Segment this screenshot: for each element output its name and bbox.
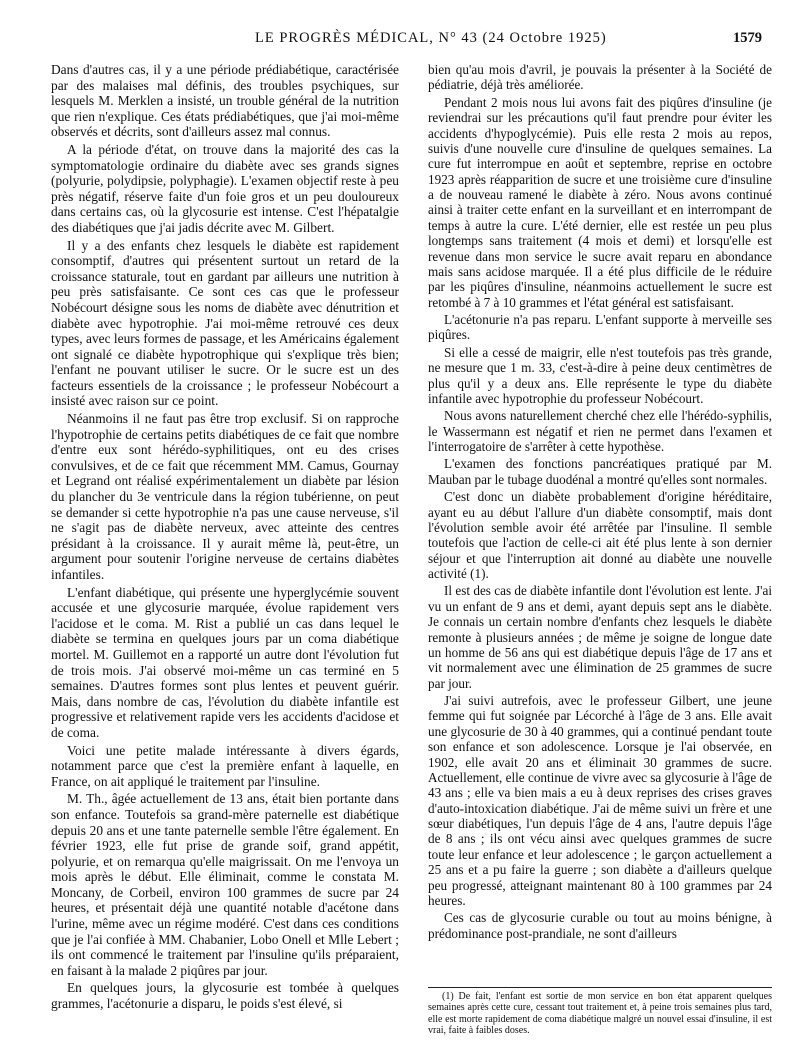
paragraph: Si elle a cessé de maigrir, elle n'est toutefois pas très grande, ne mesure que 1 m. 33, c'est-à-dire à peine deux centimètres de plus qu'il y a deux ans. Elle représente le type du diabète infantile avec hypotrophie du professeur Nobécourt.	[428, 344, 772, 406]
footnote-text: (1) De fait, l'enfant est sortie de mon service en bon état apparent quelques semaines après cette cure, cessant tout traitement et, à peine trois semaines plus tard, elle est morte rapidement de coma diabétique malgré un nouvel essai d'insuline, il est vrai, faite à faibles doses.	[428, 991, 772, 1037]
footnote	[428, 991, 772, 1037]
paragraph: J'ai suivi autrefois, avec le professeur Gilbert, une jeune femme qui fut soignée par Lécorché à l'âge de 3 ans. Elle avait une glycosurie de 30 à 40 grammes, qui a continué pendant toute son enfance et son adolescence. Lorsque je l'ai observée, en 1902, elle avait 20 ans et éliminait 30 grammes de sucre. Actuellement, elle continue de vivre avec sa glycosurie à l'âge de 43 ans ; elle va bien mais a eu à deux reprises des crises graves d'auto-intoxication diabétique. J'ai de même suivi un frère et une sœur diabétiques, l'un depuis l'âge de 4 ans, l'autre depuis l'âge de 8 ans ; ils ont vécu ainsi avec quelques grammes de sucre toute leur enfance et leur adolescence ; le garçon actuellement a 25 ans et a pu faire la guerre ; son diabète a d'ailleurs quelque peu progressé, atteignant maintenant 80 à 100 grammes par 24 heures.	[428, 693, 773, 908]
paragraph: En quelques jours, la glycosurie est tombée à quelques grammes, l'acétonurie a disparu, le poids s'est élevé, si	[51, 980, 399, 1012]
journal-title: LE PROGRÈS MÉDICAL, N° 43 (24 Octobre 1925)	[255, 30, 607, 46]
paragraph: C'est donc un diabète probablement d'origine héréditaire, ayant eu au début l'allure d'un diabète consomptif, mais dont l'évolution semble avoir été arrêtée par l'insuline. Il semble toutefois que l'action de celle-ci ait été plus lente à son dernier séjour et que l'interruption ait donné au diabète une nouvelle activité (1).	[428, 489, 772, 581]
paragraph: Dans d'autres cas, il y a une période prédiabétique, caractérisée par des malaises mal définis, des troubles psychiques, sur lesquels M. Merklen a insisté, un trouble général de la nutrition que rien n'explique. Ces états prédiabétiques, que j'ai moi-même observés et décrits, sont d'ailleurs assez mal connus.	[51, 62, 399, 140]
paragraph: Néanmoins il ne faut pas être trop exclusif. Si on rapproche l'hypotrophie de certains petits diabétiques de ce fait que nombre d'entre eux sont hérédo-syphilitiques, ont eu des crises convulsives, et de ce fait que récemment MM. Camus, Gournay et Legrand ont réalisé expérimentalement un diabète par lésion du plancher du 3e ventricule dans la région tubérienne, on peut se demander si cette hypotrophie n'a pas une cause nerveuse, s'il ne s'agit pas de diabète nerveux, avec atteinte des centres présidant à la croissance. Il y aurait même là, peut-être, un argument pour soutenir l'origine nerveuse de certains diabètes infantiles.	[51, 411, 399, 582]
paragraph: Il est des cas de diabète infantile dont l'évolution est lente. J'ai vu un enfant de 9 ans et demi, ayant depuis sept ans le diabète. Je connais un certain nombre d'enfants chez lesquels le diabète remonte à plusieurs années ; de même je soigne de longue date un homme de 56 ans qui est diabétique depuis l'âge de 17 ans et vit normalement avec une élimination de 25 grammes de sucre par jour.	[428, 583, 772, 691]
paragraph: L'enfant diabétique, qui présente une hyperglycémie souvent accusée et une glycosurie marquée, évolue rapidement vers l'acidose et le coma. M. Rist a publié un cas dans lequel le diabète se termina en quelques jours par un coma diabétique mortel. M. Guillemot en a rapporté un autre dont l'évolution fut de trois mois. J'ai observé moi-même un cas terminé en 5 semaines. D'autres formes sont plus lentes et peuvent guérir. Mais, dans nombre de cas, l'évolution du diabète infantile est progressive et relativement rapide vers les accidents d'acidose et de coma.	[51, 584, 399, 740]
left-column	[51, 62, 399, 1014]
paragraph: Voici une petite malade intéressante à divers égards, notamment parce que c'est la première enfant à laquelle, en France, on ait appliqué le traitement par l'insuline.	[51, 742, 399, 789]
paragraph: Pendant 2 mois nous lui avons fait des piqûres d'insuline (je reviendrai sur les précautions qu'il faut prendre pour éviter les accidents d'hypoglycémie). Puis elle resta 2 mois au repos, suivis d'une nouvelle cure d'insuline de quelques semaines. La cure fut interrompue en août et septembre, reprise en octobre 1923 après réapparition de sucre et une troisième cure d'insuline a de nouveau ramené le diabète à zéro. Nous avons continué ainsi à traiter cette enfant en la surveillant et en interrompant de temps à autre la cure. L'été dernier, elle est restée un peu plus longtemps sans traitement (4 mois et demi) et lorsqu'elle est revenue dans mon service le sucre avait reparu en abondance mais sans acidose marquée. Il a été plus difficile de le réduire par les piqûres d'insuline, néanmoins actuellement le sucre est retombé à 7 à 10 grammes et l'état général est satisfaisant.	[428, 94, 772, 310]
running-header	[0, 30, 800, 52]
page-number: 1579	[733, 30, 762, 46]
paragraph: L'acétonurie n'a pas reparu. L'enfant supporte à merveille ses piqûres.	[428, 312, 772, 343]
right-column	[428, 62, 772, 943]
paragraph: M. Th., âgée actuellement de 13 ans, était bien portante dans son enfance. Toutefois sa grand-mère paternelle est diabétique depuis 20 ans et une tante paternelle semble l'être également. En février 1923, elle fut prise de grande soif, grand appétit, polyurie, et on remarqua qu'elle maigrissait. On me l'envoya un mois après le début. Elle éliminait, comme le constata M. Moncany, de Corbeil, environ 100 grammes de sucre par 24 heures, et présentait déjà une quantité notable d'acétone dans l'urine, même avec un régime modéré. C'est dans ces conditions que je l'ai confiée à MM. Chabanier, Lobo Onell et Mlle Lebert ; ils ont commencé le traitement par l'insuline qu'ils préparaient, en faisant à la malade 2 piqûres par jour.	[51, 791, 399, 978]
footnote-divider	[428, 987, 772, 988]
paragraph: Ces cas de glycosurie curable ou tout au moins bénigne, à prédominance post-prandiale, ne sont d'ailleurs	[428, 910, 772, 941]
paragraph: bien qu'au mois d'avril, je pouvais la présenter à la Société de pédiatrie, déjà très améliorée.	[428, 62, 772, 93]
paragraph: A la période d'état, on trouve dans la majorité des cas la symptomatologie ordinaire du diabète avec ses grands signes (polyurie, polydipsie, polyphagie). L'examen objectif reste à peu près négatif, réserve faite d'un foie gros et un peu douloureux dans certains cas, où la glycosurie est intense. C'est l'hépatalgie des diabétiques que j'ai jadis décrite avec M. Gilbert.	[51, 141, 399, 235]
paragraph: L'examen des fonctions pancréatiques pratiqué par M. Mauban par le tubage duodénal a montré qu'elles sont normales.	[428, 456, 772, 487]
paragraph: Nous avons naturellement cherché chez elle l'hérédo-syphilis, le Wassermann est négatif et rien ne permet dans l'examen et l'interrogatoire de s'arrêter à cette hypothèse.	[428, 408, 772, 454]
paragraph: Il y a des enfants chez lesquels le diabète est rapidement consomptif, d'autres qui présentent surtout un retard de la croissance staturale, tout en gardant par ailleurs une nutrition à peu près satisfaisante. Ce sont ces cas que le professeur Nobécourt désigne sous les noms de diabète avec dénutrition et diabète avec hypotrophie. J'ai moi-même retrouvé ces deux types, avec leurs formes de passage, et les Américains également ont signalé ce diabète hypotrophique qui s'explique très bien; l'enfant ne pouvant utiliser le sucre. Or le sucre est un des facteurs essentiels de la croissance ; le professeur Nobécourt a insisté avec raison sur ce point.	[51, 237, 399, 409]
